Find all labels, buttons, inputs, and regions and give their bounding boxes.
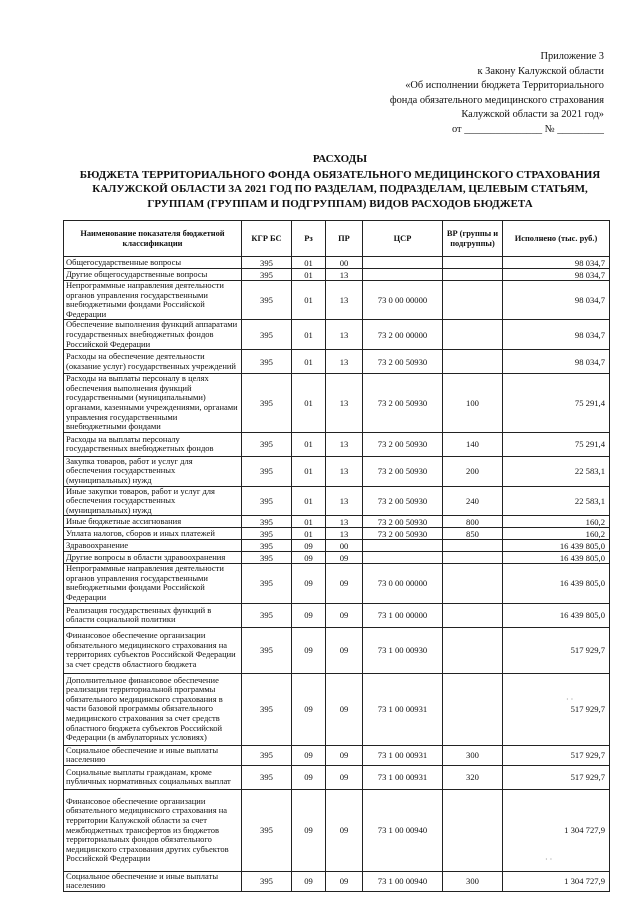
cell-csr: 73 1 00 00000 (363, 603, 443, 627)
cell-csr: 73 1 00 00931 (363, 765, 443, 789)
cell-name: Закупка товаров, работ и услуг для обеспечения государственных (муниципальных) нужд (64, 456, 242, 486)
cell-vr (443, 257, 503, 269)
cell-kgrbs: 395 (242, 486, 292, 516)
table-row (64, 320, 610, 350)
cell-vr: 140 (443, 432, 503, 456)
cell-kgrbs: 395 (242, 564, 292, 603)
table-row (64, 789, 610, 871)
cell-kgrbs: 395 (242, 269, 292, 281)
table-row (64, 745, 610, 765)
cell-csr: 73 1 00 00931 (363, 745, 443, 765)
cell-kgrbs: 395 (242, 765, 292, 789)
cell-name: Расходы на обеспечение деятельности (оказание услуг) государственных учреждений (64, 350, 242, 374)
cell-rz: 09 (292, 627, 326, 673)
cell-pr: 09 (326, 603, 363, 627)
cell-rz: 01 (292, 528, 326, 540)
title-line: КАЛУЖСКОЙ ОБЛАСТИ ЗА 2021 ГОД ПО РАЗДЕЛАМ, ПОДРАЗДЕЛАМ, ЦЕЛЕВЫМ СТАТЬЯМ, (92, 183, 588, 195)
scan-artifact: · · (545, 855, 553, 864)
cell-csr (363, 269, 443, 281)
cell-name: Уплата налогов, сборов и иных платежей (64, 528, 242, 540)
title-line: ГРУППАМ (ГРУППАМ И ПОДГРУППАМ) ВИДОВ РАСХОДОВ БЮДЖЕТА (147, 197, 533, 210)
cell-name: Обеспечение выполнения функций аппаратами государственных внебюджетных фондов Российской Федерации (64, 320, 242, 350)
cell-vr (443, 350, 503, 374)
cell-executed: 22 583,1 (503, 456, 610, 486)
cell-csr: 73 2 00 00000 (363, 320, 443, 350)
table-row (64, 257, 610, 269)
cell-rz: 01 (292, 432, 326, 456)
cell-rz: 01 (292, 320, 326, 350)
cell-vr: 800 (443, 516, 503, 528)
cell-pr: 09 (326, 871, 363, 891)
cell-csr: 73 1 00 00940 (363, 789, 443, 871)
appendix-line: от _______________ № _________ (452, 123, 604, 135)
cell-pr: 13 (326, 528, 363, 540)
cell-rz: 09 (292, 564, 326, 603)
cell-vr (443, 281, 503, 320)
table-row (64, 627, 610, 673)
cell-vr (443, 564, 503, 603)
cell-csr: 73 2 00 50930 (363, 456, 443, 486)
cell-name: Непрограммные направления деятельности органов управления государственными внебюджетными фондами Российской Федерации (64, 281, 242, 320)
table-header-row (64, 221, 610, 257)
cell-pr: 00 (326, 540, 363, 552)
cell-vr (443, 789, 503, 871)
cell-pr: 13 (326, 456, 363, 486)
table-row (64, 528, 610, 540)
cell-vr: 320 (443, 765, 503, 789)
header-csr: ЦСР (363, 221, 443, 257)
cell-name: Расходы на выплаты персоналу в целях обеспечения выполнения функций государственными (муниципальными) органами, казенными учреждениями, органами управления государственными внебюджетными фондами (64, 374, 242, 433)
cell-rz: 09 (292, 603, 326, 627)
cell-executed: 517 929,7 (503, 673, 610, 745)
cell-executed: 16 439 805,0 (503, 564, 610, 603)
table-row (64, 871, 610, 891)
appendix-line: Калужской области за 2021 год» (461, 109, 604, 121)
cell-csr: 73 2 00 50930 (363, 528, 443, 540)
cell-pr: 13 (326, 350, 363, 374)
cell-kgrbs: 395 (242, 320, 292, 350)
table-row (64, 281, 610, 320)
cell-pr: 13 (326, 281, 363, 320)
cell-rz: 01 (292, 257, 326, 269)
cell-csr (363, 257, 443, 269)
title-line: РАСХОДЫ (312, 153, 368, 165)
appendix-line: «Об исполнении бюджета Территориального (405, 80, 604, 92)
cell-vr: 200 (443, 456, 503, 486)
header-rz: Рз (292, 221, 326, 257)
cell-pr: 00 (326, 257, 363, 269)
cell-kgrbs: 395 (242, 552, 292, 564)
cell-vr: 850 (443, 528, 503, 540)
table-row (64, 432, 610, 456)
cell-kgrbs: 395 (242, 673, 292, 745)
cell-name: Общегосударственные вопросы (64, 257, 242, 269)
cell-executed: 98 034,7 (503, 269, 610, 281)
table-row (64, 564, 610, 603)
table-row (64, 486, 610, 516)
cell-vr: 240 (443, 486, 503, 516)
cell-executed: 98 034,7 (503, 281, 610, 320)
cell-vr (443, 603, 503, 627)
cell-pr: 13 (326, 269, 363, 281)
cell-csr: 73 2 00 50930 (363, 374, 443, 433)
cell-pr: 09 (326, 765, 363, 789)
cell-kgrbs: 395 (242, 745, 292, 765)
cell-name: Иные закупки товаров, работ и услуг для обеспечения государственных (муниципальных) нужд (64, 486, 242, 516)
scan-artifact: · · (566, 695, 574, 704)
cell-executed: 517 929,7 (503, 745, 610, 765)
cell-name: Финансовое обеспечение организации обязательного медицинского страхования на территории Калужской области за счет межбюджетных трансфертов из бюджетов территориальных фондов обязательного медицинского страхования других субъектов Российской Федерации (64, 789, 242, 871)
cell-rz: 01 (292, 374, 326, 433)
cell-name: Другие вопросы в области здравоохранения (64, 552, 242, 564)
cell-csr: 73 1 00 00931 (363, 673, 443, 745)
cell-kgrbs: 395 (242, 257, 292, 269)
cell-pr: 13 (326, 486, 363, 516)
table-row (64, 552, 610, 564)
cell-pr: 09 (326, 564, 363, 603)
cell-name: Реализация государственных функций в области социальной политики (64, 603, 242, 627)
cell-vr (443, 269, 503, 281)
cell-executed: 160,2 (503, 516, 610, 528)
cell-csr: 73 2 00 50930 (363, 516, 443, 528)
cell-csr: 73 1 00 00930 (363, 627, 443, 673)
cell-rz: 01 (292, 456, 326, 486)
document-title (60, 152, 620, 211)
cell-executed: 98 034,7 (503, 350, 610, 374)
cell-kgrbs: 395 (242, 374, 292, 433)
cell-name: Расходы на выплаты персоналу государственных внебюджетных фондов (64, 432, 242, 456)
cell-executed: 16 439 805,0 (503, 540, 610, 552)
cell-vr (443, 540, 503, 552)
appendix-line: Приложение 3 (540, 51, 604, 62)
cell-vr (443, 552, 503, 564)
cell-executed: 16 439 805,0 (503, 603, 610, 627)
cell-pr: 09 (326, 789, 363, 871)
cell-rz: 09 (292, 540, 326, 552)
cell-executed: 160,2 (503, 528, 610, 540)
cell-pr: 09 (326, 627, 363, 673)
cell-rz: 01 (292, 486, 326, 516)
cell-vr: 300 (443, 871, 503, 891)
table-row (64, 269, 610, 281)
cell-csr (363, 552, 443, 564)
cell-name: Непрограммные направления деятельности органов управления государственными внебюджетными фондами Российской Федерации (64, 564, 242, 603)
table-row (64, 765, 610, 789)
cell-rz: 09 (292, 765, 326, 789)
cell-name: Другие общегосударственные вопросы (64, 269, 242, 281)
cell-pr: 09 (326, 673, 363, 745)
cell-csr: 73 2 00 50930 (363, 350, 443, 374)
table-row (64, 516, 610, 528)
cell-executed: 1 304 727,9 (503, 871, 610, 891)
cell-pr: 13 (326, 320, 363, 350)
cell-kgrbs: 395 (242, 350, 292, 374)
cell-pr: 13 (326, 432, 363, 456)
cell-rz: 01 (292, 350, 326, 374)
cell-kgrbs: 395 (242, 432, 292, 456)
cell-name: Здравоохранение (64, 540, 242, 552)
header-vr: ВР (группы и подгруппы) (443, 221, 503, 257)
cell-vr (443, 673, 503, 745)
cell-vr (443, 320, 503, 350)
table-row (64, 540, 610, 552)
cell-kgrbs: 395 (242, 540, 292, 552)
cell-vr: 100 (443, 374, 503, 433)
cell-rz: 01 (292, 281, 326, 320)
cell-pr: 09 (326, 552, 363, 564)
cell-pr: 13 (326, 516, 363, 528)
cell-name: Социальное обеспечение и иные выплаты населению (64, 745, 242, 765)
table-row (64, 350, 610, 374)
cell-executed: 517 929,7 (503, 627, 610, 673)
cell-rz: 09 (292, 673, 326, 745)
cell-csr: 73 0 00 00000 (363, 281, 443, 320)
header-executed: Исполнено (тыс. руб.) (503, 221, 610, 257)
cell-name: Финансовое обеспечение организации обязательного медицинского страхования на территориях субъектов Российской Федерации за счет средств областного бюджета (64, 627, 242, 673)
cell-kgrbs: 395 (242, 603, 292, 627)
cell-kgrbs: 395 (242, 281, 292, 320)
cell-rz: 09 (292, 745, 326, 765)
cell-rz: 09 (292, 871, 326, 891)
cell-rz: 01 (292, 269, 326, 281)
cell-executed: 1 304 727,9 (503, 789, 610, 871)
table-row (64, 673, 610, 745)
header-pr: ПР (326, 221, 363, 257)
cell-csr: 73 2 00 50930 (363, 432, 443, 456)
cell-kgrbs: 395 (242, 871, 292, 891)
cell-name: Иные бюджетные ассигнования (64, 516, 242, 528)
appendix-line: фонда обязательного медицинского страхования (389, 94, 604, 106)
cell-kgrbs: 395 (242, 456, 292, 486)
table-row (64, 374, 610, 433)
appendix-line: к Закону Калужской области (477, 65, 604, 77)
cell-kgrbs: 395 (242, 789, 292, 871)
cell-rz: 09 (292, 789, 326, 871)
cell-csr: 73 1 00 00940 (363, 871, 443, 891)
cell-name: Социальные выплаты гражданам, кроме публичных нормативных социальных выплат (64, 765, 242, 789)
header-kgrbs: КГР БС (242, 221, 292, 257)
cell-name: Социальное обеспечение и иные выплаты населению (64, 871, 242, 891)
cell-csr (363, 540, 443, 552)
cell-pr: 09 (326, 745, 363, 765)
cell-csr: 73 0 00 00000 (363, 564, 443, 603)
cell-kgrbs: 395 (242, 516, 292, 528)
cell-executed: 22 583,1 (503, 486, 610, 516)
cell-rz: 09 (292, 552, 326, 564)
cell-vr: 300 (443, 745, 503, 765)
cell-executed: 75 291,4 (503, 374, 610, 433)
budget-table (63, 220, 610, 892)
cell-executed: 75 291,4 (503, 432, 610, 456)
cell-pr: 13 (326, 374, 363, 433)
cell-vr (443, 627, 503, 673)
header-name: Наименование показателя бюджетной классификации (64, 221, 242, 257)
title-line: БЮДЖЕТА ТЕРРИТОРИАЛЬНОГО ФОНДА ОБЯЗАТЕЛЬНОГО МЕДИЦИНСКОГО СТРАХОВАНИЯ (79, 168, 601, 181)
cell-executed: 517 929,7 (503, 765, 610, 789)
appendix-header (390, 50, 604, 138)
cell-executed: 98 034,7 (503, 320, 610, 350)
cell-name: Дополнительное финансовое обеспечение реализации территориальной программы обязательного медицинского страхования в части базовой программы обязательного медицинского страхования за счет средств областного бюджета субъектов Российской Федерации (в амбулаторных условиях) (64, 673, 242, 745)
cell-kgrbs: 395 (242, 528, 292, 540)
table-row (64, 456, 610, 486)
cell-executed: 98 034,7 (503, 257, 610, 269)
cell-kgrbs: 395 (242, 627, 292, 673)
cell-csr: 73 2 00 50930 (363, 486, 443, 516)
cell-executed: 16 439 805,0 (503, 552, 610, 564)
table-row (64, 603, 610, 627)
cell-rz: 01 (292, 516, 326, 528)
